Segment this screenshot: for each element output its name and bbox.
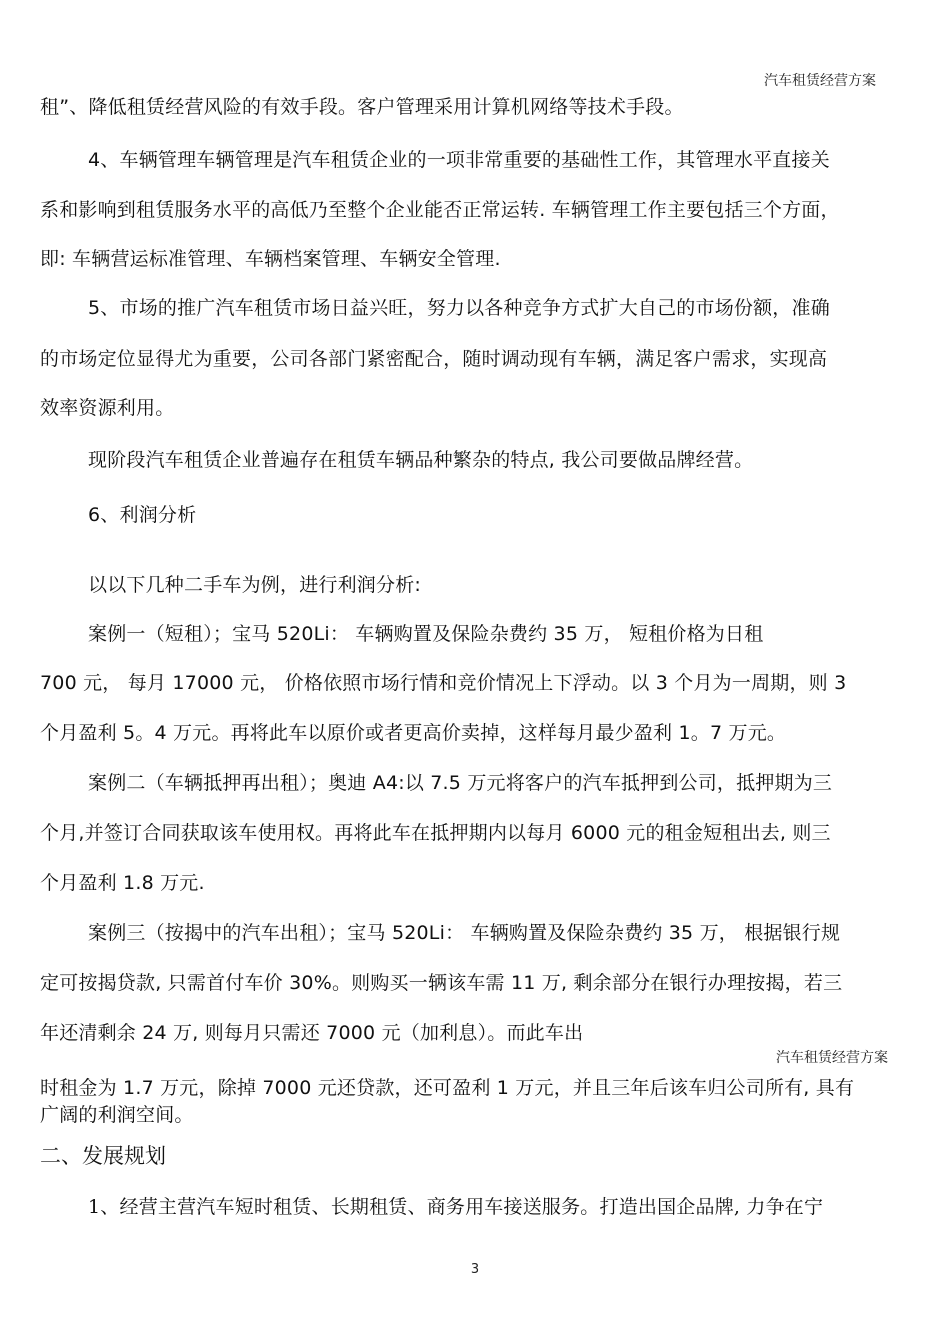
text-line: 定可按揭贷款, 只需首付车价 30%。则购买一辆该车需 11 万, 剩余部分在银行办理按揭，若三 <box>40 972 843 994</box>
text-line: 广阔的利润空间。 <box>40 1104 194 1126</box>
running-header: 汽车租赁经营方案 <box>776 1050 888 1066</box>
page-number: 3 <box>470 1262 480 1277</box>
text-line: 的市场定位显得尤为重要，公司各部门紧密配合，随时调动现有车辆，满足客户需求，实现高 <box>40 348 828 370</box>
text-line: 1、经营主营汽车短时租赁、长期租赁、商务用车接送服务。打造出国企品牌, 力争在宁 <box>88 1196 824 1218</box>
text-line: 年还清剩余 24 万, 则每月只需还 7000 元（加利息）。而此车出 <box>40 1022 584 1044</box>
text-line: 现阶段汽车租赁企业普遍存在租赁车辆品种繁杂的特点, 我公司要做品牌经营。 <box>88 449 754 471</box>
text-line: 案例三（按揭中的汽车出租）；宝马 520Li： 车辆购置及保险杂费约 35 万， 根据银行规 <box>88 922 841 944</box>
text-line: 案例一（短租）；宝马 520Li： 车辆购置及保险杂费约 35 万， 短租价格为日租 <box>88 623 764 645</box>
text-line: 个月盈利 1.8 万元. <box>40 872 205 894</box>
text-line: 系和影响到租赁服务水平的高低乃至整个企业能否正常运转. 车辆管理工作主要包括三个方面， <box>40 199 840 221</box>
text-line: 4、车辆管理车辆管理是汽车租赁企业的一项非常重要的基础性工作，其管理水平直接关 <box>88 149 830 171</box>
text-line: 以以下几种二手车为例，进行利润分析: <box>88 574 422 596</box>
section-heading: 二、发展规划 <box>40 1144 166 1168</box>
text-line: 效率资源利用。 <box>40 397 175 419</box>
running-header: 汽车租赁经营方案 <box>764 73 876 89</box>
text-line: 个月盈利 5。4 万元。再将此车以原价或者更高价卖掉，这样每月最少盈利 1。7 万元。 <box>40 722 787 744</box>
text-line: 700 元， 每月 17000 元， 价格依照市场行情和竞价情况上下浮动。以 3 个月为一周期，则 3 <box>40 672 847 694</box>
subheading: 6、利润分析 <box>88 504 197 526</box>
text-line: 时租金为 1.7 万元，除掉 7000 元还贷款，还可盈利 1 万元，并且三年后该车归公司所有, 具有 <box>40 1077 855 1099</box>
text-line: 5、市场的推广汽车租赁市场日益兴旺，努力以各种竞争方式扩大自己的市场份额，准确 <box>88 297 830 319</box>
text-line: 即: 车辆营运标准管理、车辆档案管理、车辆安全管理. <box>40 248 501 270</box>
text-line: 个月,并签订合同获取该车使用权。再将此车在抵押期内以每月 6000 元的租金短租出去, 则三 <box>40 822 831 844</box>
text-line: 案例二（车辆抵押再出租）；奥迪 A4:以 7.5 万元将客户的汽车抵押到公司，抵押期为三 <box>88 772 833 794</box>
text-line: 租”、降低租赁经营风险的有效手段。客户管理采用计算机网络等技术手段。 <box>40 96 684 118</box>
